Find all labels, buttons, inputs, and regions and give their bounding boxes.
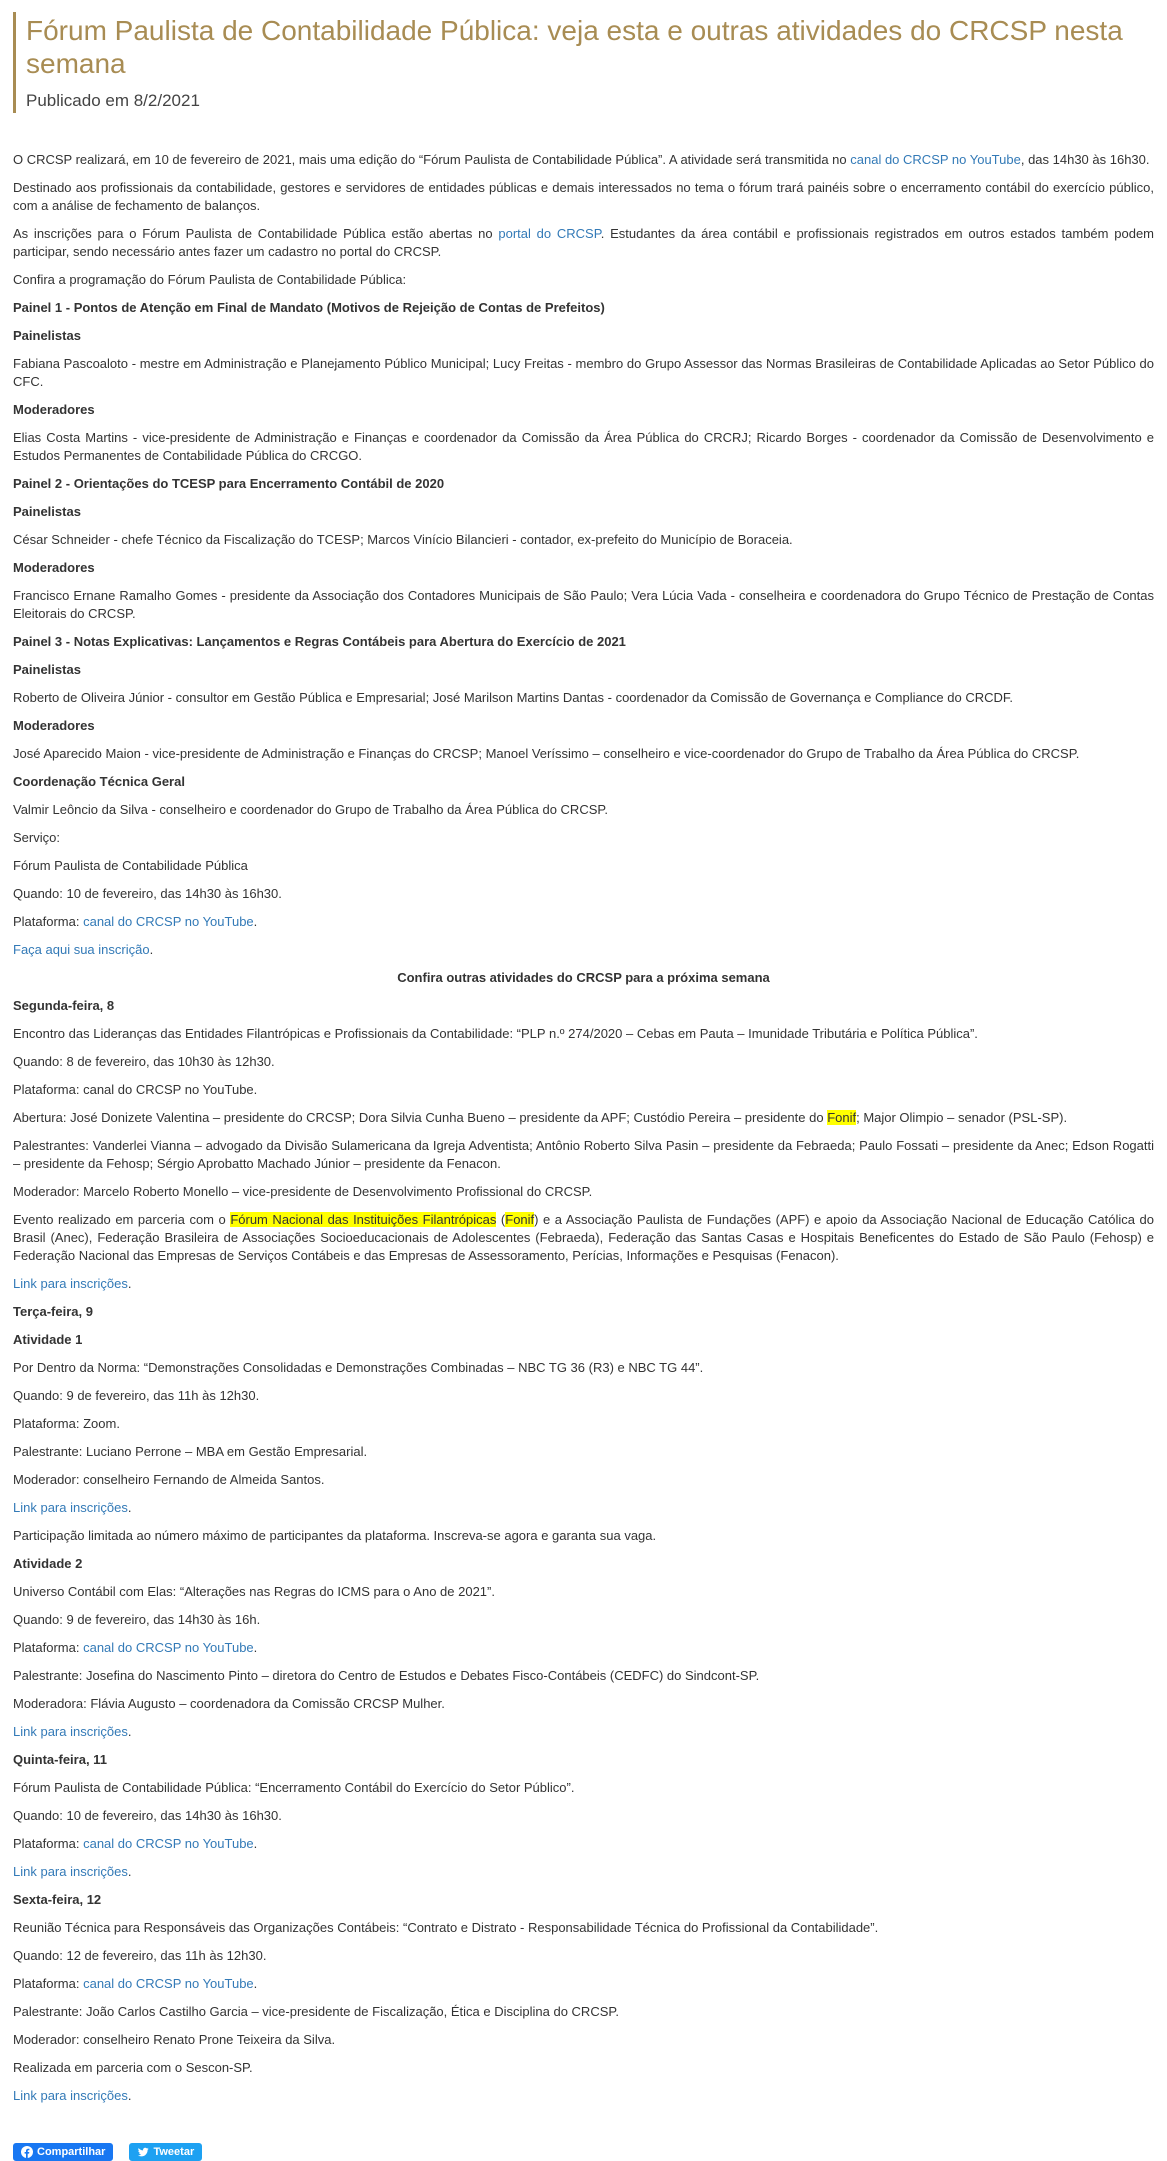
evento-paren: (: [496, 1212, 506, 1227]
quinta-day: Quinta-feira, 11: [13, 1752, 107, 1767]
servico-label: Serviço:: [13, 830, 60, 845]
painel3-title: Painel 3 - Notas Explicativas: Lançamentos e Regras Contábeis para Abertura do Exercício de 2021: [13, 634, 626, 649]
painel2-painelistas-label: Painelistas: [13, 504, 81, 519]
atividade1-participacao: Participação limitada ao número máximo de participantes da plataforma. Inscreva-se agora e garanta sua vaga.: [13, 1528, 657, 1543]
segunda-palestrantes: Palestrantes: Vanderlei Vianna – advogado da Divisão Sulamericana da Igreja Adventista; Antônio Roberto Silva Pasin – presidente da Febraeda; Paulo Fossati – presidente da Anec; Edson Rogatti – presidente da Fehosp; Sérgio Aprobatto Machado Júnior – presidente da Fenacon.: [13, 1138, 1154, 1171]
servico-quando: Quando: 10 de fevereiro, das 14h30 às 16h30.: [13, 886, 282, 901]
facebook-share-button[interactable]: [13, 2143, 113, 2161]
painel3-moderadores-label: Moderadores: [13, 718, 95, 733]
inscricao-link[interactable]: Faça aqui sua inscrição: [13, 942, 150, 957]
atividade2-link: [13, 1723, 1154, 1741]
painel2-painelistas: César Schneider - chefe Técnico da Fiscalização do TCESP; Marcos Vinício Bilancieri - contador, ex-prefeito do Município de Boraceia.: [13, 532, 793, 547]
quinta-inscricoes-link[interactable]: Link para inscrições: [13, 1864, 128, 1879]
painel1-moderadores-label: Moderadores: [13, 402, 95, 417]
twitter-share-button[interactable]: [129, 2143, 202, 2161]
plataforma-label: Plataforma:: [13, 1836, 84, 1851]
facebook-icon: [21, 2146, 33, 2158]
painel1-painelistas-label: Painelistas: [13, 328, 81, 343]
painel3-moderadores: José Aparecido Maion - vice-presidente de Administração e Finanças do CRCSP; Manoel Veríssimo – conselheiro e vice-coordenador do Grupo de Trabalho da Área Pública do CRCSP.: [13, 746, 1080, 761]
sexta-quando: Quando: 12 de fevereiro, das 11h às 12h30.: [13, 1948, 267, 1963]
plataforma-label: Plataforma:: [13, 1976, 84, 1991]
youtube-channel-link[interactable]: canal do CRCSP no YouTube: [850, 152, 1021, 167]
segunda-plataforma: Plataforma: canal do CRCSP no YouTube.: [13, 1082, 258, 1097]
outras-atividades-heading: Confira outras atividades do CRCSP para a próxima semana: [397, 970, 770, 985]
segunda-inscricoes-link[interactable]: Link para inscrições: [13, 1276, 128, 1291]
sexta-parceria: Realizada em parceria com o Sescon-SP.: [13, 2060, 253, 2075]
quinta-youtube-link[interactable]: canal do CRCSP no YouTube: [83, 1836, 254, 1851]
segunda-abertura: [13, 1109, 1154, 1127]
atividade1-inscricoes-link[interactable]: Link para inscrições: [13, 1500, 128, 1515]
plataforma-label: Plataforma:: [13, 914, 84, 929]
period: .: [253, 1976, 258, 1991]
terca-day: Terça-feira, 9: [13, 1304, 93, 1319]
sexta-link: [13, 2087, 1154, 2105]
servico-inscricao: [13, 941, 1154, 959]
atividade1-plataforma: Plataforma: Zoom.: [13, 1416, 120, 1431]
fonif-full-highlight: Fórum Nacional das Instituições Filantrópicas: [230, 1212, 497, 1227]
sexta-palestrante: Palestrante: João Carlos Castilho Garcia – vice-presidente de Fiscalização, Ética e Disciplina do CRCSP.: [13, 2004, 619, 2019]
published-date: Publicado em 8/2/2021: [26, 91, 200, 110]
sexta-moderador: Moderador: conselheiro Renato Prone Teixeira da Silva.: [13, 2032, 336, 2047]
segunda-quando: Quando: 8 de fevereiro, das 10h30 às 12h30.: [13, 1054, 275, 1069]
page-title: Fórum Paulista de Contabilidade Pública: veja esta e outras atividades do CRCSP nesta semana: [26, 15, 1123, 79]
atividade1-palestrante: Palestrante: Luciano Perrone – MBA em Gestão Empresarial.: [13, 1444, 368, 1459]
servico-plataforma: [13, 913, 1154, 931]
painel3-painelistas-label: Painelistas: [13, 662, 81, 677]
servico-youtube-link[interactable]: canal do CRCSP no YouTube: [83, 914, 254, 929]
painel1-moderadores: Elias Costa Martins - vice-presidente de Administração e Finanças e coordenador da Comissão da Área Pública do CRCRJ; Ricardo Borges - coordenador da Comissão de Desenvolvimento e Estudos Permanentes de Contabilidade Pública do CRCGO.: [13, 430, 1154, 463]
destinado-paragraph: Destinado aos profissionais da contabilidade, gestores e servidores de entidades públicas e demais interessados no tema o fórum trará painéis sobre o encerramento contábil do exercício público, com a análise de fechamento de balanços.: [13, 180, 1154, 213]
atividade2-inscricoes-link[interactable]: Link para inscrições: [13, 1724, 128, 1739]
article-header: [13, 12, 1154, 113]
quinta-plataforma: [13, 1835, 1154, 1853]
fonif-highlight: Fonif: [505, 1212, 535, 1227]
sexta-inscricoes-link[interactable]: Link para inscrições: [13, 2088, 128, 2103]
coordenacao-text: Valmir Leôncio da Silva - conselheiro e coordenador do Grupo de Trabalho da Área Pública do CRCSP.: [13, 802, 608, 817]
abertura-text: Abertura: José Donizete Valentina – presidente do CRCSP; Dora Silvia Cunha Bueno – presidente da APF; Custódio Pereira – presidente do: [13, 1110, 828, 1125]
quinta-link: [13, 1863, 1154, 1881]
atividade1-moderador: Moderador: conselheiro Fernando de Almeida Santos.: [13, 1472, 325, 1487]
painel1-painelistas: Fabiana Pascoaloto - mestre em Administração e Planejamento Público Municipal; Lucy Freitas - membro do Grupo Assessor das Normas Brasileiras de Contabilidade Aplicadas ao Setor Público do CFC.: [13, 356, 1154, 389]
inscricoes-text-end: . Estudantes da área contábil e profissionais registrados em outros estados também podem participar, sendo necessário antes fazer um cadastro no portal do CRCSP.: [13, 226, 1155, 259]
fonif-highlight: Fonif: [827, 1110, 857, 1125]
period: .: [149, 942, 154, 957]
period: .: [253, 914, 258, 929]
share-bar: [13, 2143, 1154, 2161]
atividade2-youtube-link[interactable]: canal do CRCSP no YouTube: [83, 1640, 254, 1655]
atividade2-moderadora: Moderadora: Flávia Augusto – coordenadora da Comissão CRCSP Mulher.: [13, 1696, 445, 1711]
intro-text-end: , das 14h30 às 16h30.: [1020, 152, 1150, 167]
painel1-title: Painel 1 - Pontos de Atenção em Final de Mandato (Motivos de Rejeição de Contas de Prefeitos): [13, 300, 605, 315]
coordenacao-label: Coordenação Técnica Geral: [13, 774, 185, 789]
sexta-title: Reunião Técnica para Responsáveis das Organizações Contábeis: “Contrato e Distrato - Responsabilidade Técnica do Profissional da Contabilidade”.: [13, 1920, 879, 1935]
painel3-painelistas: Roberto de Oliveira Júnior - consultor em Gestão Pública e Empresarial; José Marilson Martins Dantas - coordenador da Comissão de Governança e Compliance do CRCDF.: [13, 690, 1014, 705]
quinta-quando: Quando: 10 de fevereiro, das 14h30 às 16h30.: [13, 1808, 282, 1823]
period: .: [127, 1724, 132, 1739]
facebook-share-label: Compartilhar: [37, 2146, 106, 2158]
segunda-encontro: Encontro das Lideranças das Entidades Filantrópicas e Profissionais da Contabilidade: “PLP n.º 274/2020 – Cebas em Pauta – Imunidade Tributária e Política Pública”.: [13, 1026, 978, 1041]
servico-name: Fórum Paulista de Contabilidade Pública: [13, 858, 248, 873]
sexta-plataforma: [13, 1975, 1154, 1993]
sexta-youtube-link[interactable]: canal do CRCSP no YouTube: [83, 1976, 254, 1991]
intro-text: O CRCSP realizará, em 10 de fevereiro de 2021, mais uma edição do “Fórum Paulista de Contabilidade Pública”. A atividade será transmitida no: [13, 152, 851, 167]
quinta-title: Fórum Paulista de Contabilidade Pública: “Encerramento Contábil do Exercício do Setor Público”.: [13, 1780, 575, 1795]
atividade2-quando: Quando: 9 de fevereiro, das 14h30 às 16h.: [13, 1612, 261, 1627]
evento-text: Evento realizado em parceria com o: [13, 1212, 231, 1227]
period: .: [127, 1864, 132, 1879]
painel2-title: Painel 2 - Orientações do TCESP para Encerramento Contábil de 2020: [13, 476, 445, 491]
article-body: [13, 151, 1154, 2105]
atividade2-plataforma: [13, 1639, 1154, 1657]
twitter-icon: [137, 2146, 149, 2158]
period: .: [253, 1836, 258, 1851]
segunda-moderador: Moderador: Marcelo Roberto Monello – vice-presidente de Desenvolvimento Profissional do CRCSP.: [13, 1184, 593, 1199]
atividade2-title: Universo Contábil com Elas: “Alterações nas Regras do ICMS para o Ano de 2021”.: [13, 1584, 495, 1599]
atividade1-title: Por Dentro da Norma: “Demonstrações Consolidadas e Demonstrações Combinadas – NBC TG 36 (R3) e NBC TG 44”.: [13, 1360, 704, 1375]
portal-crcsp-link[interactable]: portal do CRCSP: [498, 226, 601, 241]
period: .: [127, 1276, 132, 1291]
abertura-text-end: ; Major Olimpio – senador (PSL-SP).: [856, 1110, 1068, 1125]
inscricoes-paragraph: [13, 225, 1154, 261]
twitter-share-label: Tweetar: [153, 2146, 195, 2158]
atividade1-link: [13, 1499, 1154, 1517]
sexta-day: Sexta-feira, 12: [13, 1892, 102, 1907]
evento-text-end: ) e a Associação Paulista de Fundações (APF) e apoio da Associação Nacional de Educação Católica do Brasil (Anec), Federação Brasileira de Associações Socioeducacionais de Adolescentes (Febraeda), Federação das Santas Casas e Hospitais Beneficentes do Estado de São Paulo (Fehosp) e Federação Nacional das Empresas de Serviços Contábeis e das Empresas de Assessoramento, Perícias, Informações e Pesquisas (Fenacon).: [13, 1212, 1154, 1263]
period: .: [253, 1640, 258, 1655]
painel2-moderadores: Francisco Ernane Ramalho Gomes - presidente da Associação dos Contadores Municipais de São Paulo; Vera Lúcia Vada - conselheira e coordenadora do Grupo Técnico de Prestação de Contas Eleitorais do CRCSP.: [13, 588, 1154, 621]
plataforma-label: Plataforma:: [13, 1640, 84, 1655]
confira-paragraph: Confira a programação do Fórum Paulista de Contabilidade Pública:: [13, 272, 407, 287]
period: .: [127, 2088, 132, 2103]
segunda-day: Segunda-feira, 8: [13, 998, 115, 1013]
atividade1-quando: Quando: 9 de fevereiro, das 11h às 12h30.: [13, 1388, 260, 1403]
atividade2-label: Atividade 2: [13, 1556, 83, 1571]
painel2-moderadores-label: Moderadores: [13, 560, 95, 575]
intro-paragraph: [13, 151, 1154, 169]
segunda-link: [13, 1275, 1154, 1293]
inscricoes-text: As inscrições para o Fórum Paulista de Contabilidade Pública estão abertas no: [13, 226, 499, 241]
atividade2-palestrante: Palestrante: Josefina do Nascimento Pinto – diretora do Centro de Estudos e Debates Fisco-Contábeis (CEDFC) do Sindcont-SP.: [13, 1668, 760, 1683]
segunda-evento: [13, 1211, 1154, 1265]
atividade1-label: Atividade 1: [13, 1332, 83, 1347]
period: .: [127, 1500, 132, 1515]
